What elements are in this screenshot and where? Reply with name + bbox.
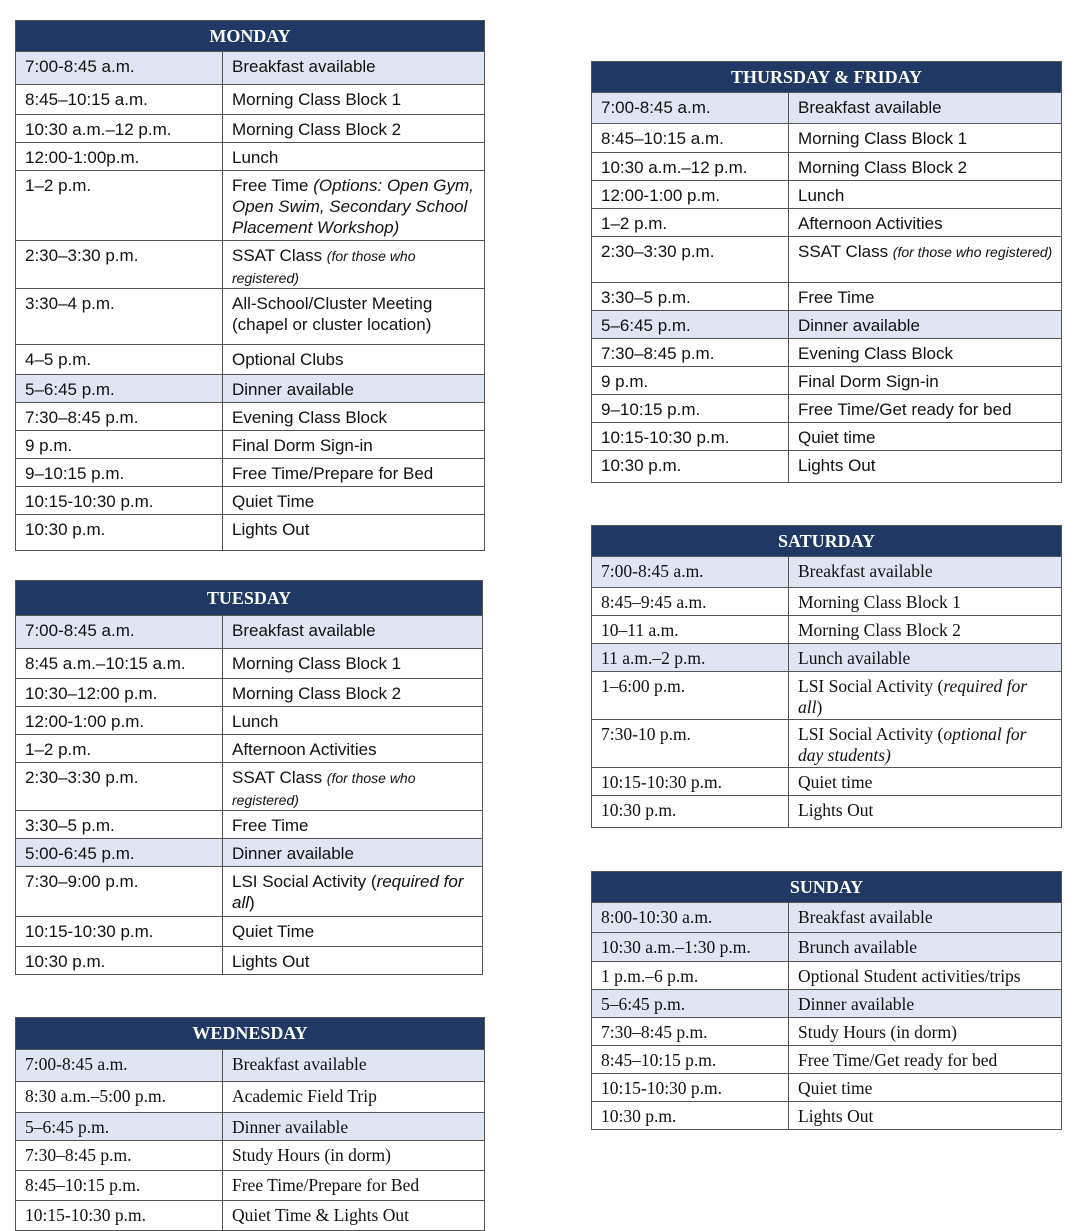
schedule-row [592,338,1061,366]
time-cell: 10:30 p.m. [592,1102,789,1129]
activity-label: Morning Class Block 1 [232,90,402,109]
activity-cell [789,1074,1061,1101]
activity-label: Academic Field Trip [232,1086,377,1106]
schedule-row [592,989,1061,1017]
activity-note: required for all [232,872,464,912]
time-cell: 4–5 p.m. [16,345,223,374]
time-cell: 10:15-10:30 p.m. [16,487,223,514]
sunday-schedule [591,871,1062,1130]
schedule-row [16,810,482,838]
time-cell: 1–2 p.m. [16,735,223,762]
activity-cell [789,903,1061,932]
activity-label: Lunch [232,148,279,167]
time-cell: 10:30 p.m. [16,947,223,974]
activity-label: SSAT Class [232,246,327,265]
activity-label: Dinner available [798,316,920,335]
activity-label: Quiet time [798,428,876,447]
thursday-friday-title: THURSDAY & FRIDAY [592,62,1061,93]
activity-cell [789,962,1061,989]
schedule-row [16,514,484,550]
activity-label: Quiet Time [232,922,315,941]
sunday-title: SUNDAY [592,872,1061,903]
activity-cell [223,811,482,838]
activity-cell [223,947,482,974]
activity-cell [223,403,484,430]
activity-cell [223,241,484,288]
activity-cell [789,672,1061,719]
activity-cell [789,616,1061,643]
schedule-row [16,486,484,514]
activity-label: Breakfast available [232,1054,367,1074]
activity-cell [789,367,1061,394]
time-cell: 7:00-8:45 a.m. [592,93,789,123]
schedule-row [592,932,1061,961]
schedule-row [592,795,1061,827]
schedule-row [592,587,1061,615]
time-cell: 1–2 p.m. [592,209,789,236]
schedule-row [16,648,482,678]
time-cell: 3:30–4 p.m. [16,289,223,344]
schedule-row [16,458,484,486]
time-cell: 7:30-10 p.m. [592,720,789,767]
time-cell: 10:15-10:30 p.m. [592,423,789,450]
schedule-row [592,180,1061,208]
time-cell: 10:30 a.m.–12 p.m. [16,115,223,142]
activity-note: (Options: Open Gym, Open Swim, Secondary School Placement Workshop) [232,176,474,237]
activity-label: Evening Class Block [232,408,387,427]
time-cell: 8:45–10:15 p.m. [16,1171,223,1200]
time-cell: 8:00-10:30 a.m. [592,903,789,932]
schedule-row [16,114,484,142]
activity-label: Morning Class Block 1 [232,654,402,673]
activity-note: optional for day students) [798,724,1027,765]
activity-cell [789,181,1061,208]
activity-cell [789,451,1061,482]
activity-label: All-School/Cluster Meeting (chapel or cluster location) [232,294,433,334]
time-cell: 10:30 p.m. [592,796,789,827]
activity-label: Quiet time [798,1078,873,1098]
activity-cell [223,763,482,810]
schedule-row [592,961,1061,989]
activity-cell [789,1018,1061,1045]
activity-cell [223,679,482,706]
activity-label: Free Time/Prepare for Bed [232,464,434,483]
schedule-row [592,1101,1061,1129]
activity-label: Morning Class Block 2 [232,684,402,703]
schedule-row [16,402,484,430]
time-cell: 10:30 a.m.–12 p.m. [592,153,789,180]
time-cell: 8:45–10:15 a.m. [592,124,789,152]
time-cell: 3:30–5 p.m. [16,811,223,838]
activity-cell [223,867,482,916]
activity-label: Morning Class Block 2 [798,158,968,177]
schedule-row [592,1045,1061,1073]
activity-label: Dinner available [232,844,354,863]
activity-cell [223,1201,484,1230]
activity-tail: ) [249,893,255,912]
tuesday-schedule [15,580,483,975]
activity-label: Free Time/Get ready for bed [798,1050,998,1070]
schedule-row [16,84,484,114]
schedule-row [16,1200,484,1230]
wednesday-title: WEDNESDAY [16,1018,484,1050]
activity-cell [223,345,484,374]
time-cell: 5–6:45 p.m. [592,990,789,1017]
activity-label: Breakfast available [232,57,376,76]
time-cell: 10:30–12:00 p.m. [16,679,223,706]
activity-cell [223,115,484,142]
time-cell: 8:45 a.m.–10:15 a.m. [16,649,223,678]
schedule-row [592,310,1061,338]
activity-note: required for all [798,676,1028,717]
schedule-row [592,1017,1061,1045]
activity-label: Afternoon Activities [798,214,943,233]
activity-label: Brunch available [798,937,918,957]
activity-cell [223,649,482,678]
schedule-row [592,152,1061,180]
activity-label: Lunch [798,186,845,205]
activity-cell [789,768,1061,795]
schedule-row [16,734,482,762]
activity-label: SSAT Class [798,242,893,261]
time-cell: 2:30–3:30 p.m. [16,241,223,288]
activity-note: (for those who registered) [892,244,1053,260]
activity-cell [789,588,1061,615]
activity-label: Dinner available [798,994,915,1014]
schedule-row [16,1050,484,1081]
time-cell: 9 p.m. [592,367,789,394]
activity-cell [223,289,484,344]
schedule-row [16,288,484,344]
activity-label: Lunch available [798,648,911,668]
time-cell: 9–10:15 p.m. [16,459,223,486]
schedule-row [592,366,1061,394]
schedule-row [16,374,484,402]
time-cell: 7:00-8:45 a.m. [16,52,223,84]
activity-cell [223,1171,484,1200]
time-cell: 10:15-10:30 p.m. [16,917,223,946]
time-cell: 10–11 a.m. [592,616,789,643]
activity-cell [789,311,1061,338]
time-cell: 11 a.m.–2 p.m. [592,644,789,671]
time-cell: 9–10:15 p.m. [592,395,789,422]
time-cell: 12:00-1:00 p.m. [16,707,223,734]
activity-label: Morning Class Block 2 [232,120,402,139]
activity-label: Optional Clubs [232,350,344,369]
activity-label: Breakfast available [232,621,376,640]
activity-label: Breakfast available [798,907,933,927]
activity-note: (for those who registered) [232,248,416,286]
schedule-row [16,1170,484,1200]
schedule-row [16,430,484,458]
activity-label: Lights Out [798,800,874,820]
time-cell: 1 p.m.–6 p.m. [592,962,789,989]
time-cell: 7:30–8:45 p.m. [592,1018,789,1045]
activity-cell [789,339,1061,366]
time-cell: 3:30–5 p.m. [592,283,789,310]
activity-label: Study Hours (in dorm) [798,1022,957,1042]
activity-label: Breakfast available [798,98,942,117]
activity-cell [789,209,1061,236]
schedule-row [592,767,1061,795]
activity-cell [223,917,482,946]
wednesday-schedule [15,1017,485,1231]
activity-label: Lights Out [232,520,310,539]
schedule-row [592,719,1061,767]
activity-cell [223,839,482,866]
activity-label: Free Time [798,288,875,307]
activity-label: Free Time/Get ready for bed [798,400,1012,419]
schedule-row [16,762,482,810]
schedule-row [16,838,482,866]
time-cell: 8:30 a.m.–5:00 p.m. [16,1082,223,1112]
activity-cell [223,375,484,402]
activity-label: Quiet Time [232,492,315,511]
schedule-row [592,671,1061,719]
activity-label: Morning Class Block 1 [798,129,968,148]
activity-note: (for those who registered) [232,770,416,808]
activity-label: Quiet time [798,772,873,792]
activity-cell [789,557,1061,587]
activity-label: Free Time/Prepare for Bed [232,1175,420,1195]
schedule-row [592,394,1061,422]
activity-label: Breakfast available [798,561,933,581]
activity-label: Final Dorm Sign-in [798,372,939,391]
activity-label: Evening Class Block [798,344,953,363]
schedule-row [592,93,1061,123]
schedule-row [16,1140,484,1170]
schedule-row [592,208,1061,236]
activity-tail: ) [816,697,823,717]
schedule-row [16,678,482,706]
time-cell: 9 p.m. [16,431,223,458]
activity-label: Lights Out [798,1106,874,1126]
activity-cell [789,644,1061,671]
schedule-row [16,616,482,648]
time-cell: 10:30 p.m. [16,515,223,550]
activity-cell [789,237,1061,282]
activity-label: SSAT Class [232,768,327,787]
schedule-row [16,170,484,240]
time-cell: 7:30–8:45 p.m. [16,403,223,430]
activity-cell [223,515,484,550]
activity-cell [223,459,484,486]
monday-schedule [15,20,485,551]
activity-label: LSI Social Activity ( [798,676,944,696]
time-cell: 10:30 a.m.–1:30 p.m. [592,933,789,961]
activity-cell [789,990,1061,1017]
activity-cell [789,1102,1061,1129]
activity-label: Lights Out [798,456,876,475]
activity-label: Final Dorm Sign-in [232,436,373,455]
time-cell: 2:30–3:30 p.m. [592,237,789,282]
time-cell: 10:30 p.m. [592,451,789,482]
activity-cell [223,431,484,458]
activity-label: Morning Class Block 2 [798,620,961,640]
activity-cell [789,153,1061,180]
activity-cell [223,1113,484,1140]
activity-label: Quiet Time & Lights Out [232,1205,409,1225]
time-cell: 8:45–9:45 a.m. [592,588,789,615]
time-cell: 8:45–10:15 a.m. [16,85,223,114]
activity-label: Afternoon Activities [232,740,377,759]
activity-cell [223,707,482,734]
schedule-row [16,344,484,374]
activity-label: LSI Social Activity ( [232,872,377,891]
schedule-row [592,557,1061,587]
activity-cell [789,1046,1061,1073]
time-cell: 5–6:45 p.m. [16,375,223,402]
schedule-row [16,240,484,288]
time-cell: 1–6:00 p.m. [592,672,789,719]
schedule-row [16,52,484,84]
activity-cell [789,423,1061,450]
saturday-schedule [591,525,1062,828]
activity-label: LSI Social Activity ( [798,724,944,744]
time-cell: 2:30–3:30 p.m. [16,763,223,810]
activity-cell [789,93,1061,123]
activity-cell [789,283,1061,310]
activity-cell [789,796,1061,827]
time-cell: 5–6:45 p.m. [16,1113,223,1140]
tuesday-title: TUESDAY [16,581,482,616]
time-cell: 5:00-6:45 p.m. [16,839,223,866]
monday-title: MONDAY [16,21,484,52]
activity-cell [223,487,484,514]
schedule-row [592,450,1061,482]
time-cell: 1–2 p.m. [16,171,223,240]
activity-cell [223,1050,484,1081]
schedule-row [16,706,482,734]
schedule-row [592,422,1061,450]
time-cell: 8:45–10:15 p.m. [592,1046,789,1073]
activity-cell [789,395,1061,422]
activity-cell [789,720,1061,767]
activity-label: Lights Out [232,952,310,971]
time-cell: 10:15-10:30 p.m. [592,1074,789,1101]
activity-cell [223,85,484,114]
activity-cell [223,52,484,84]
saturday-title: SATURDAY [592,526,1061,557]
activity-label: Optional Student activities/trips [798,966,1021,986]
time-cell: 7:00-8:45 a.m. [592,557,789,587]
schedule-row [16,866,482,916]
activity-cell [223,143,484,170]
schedule-row [592,903,1061,932]
schedule-row [592,1073,1061,1101]
activity-cell [223,735,482,762]
schedule-row [592,236,1061,282]
time-cell: 7:30–8:45 p.m. [16,1141,223,1170]
activity-label: Study Hours (in dorm) [232,1145,391,1165]
activity-label: Lunch [232,712,279,731]
schedule-row [16,946,482,974]
activity-label: Dinner available [232,1117,349,1137]
schedule-row [16,1081,484,1112]
time-cell: 12:00-1:00p.m. [16,143,223,170]
schedule-row [16,1112,484,1140]
time-cell: 7:30–8:45 p.m. [592,339,789,366]
time-cell: 12:00-1:00 p.m. [592,181,789,208]
activity-cell [223,1141,484,1170]
schedule-row [592,643,1061,671]
activity-cell [789,124,1061,152]
activity-label: Free Time [232,176,314,195]
activity-cell [223,1082,484,1112]
schedule-row [592,615,1061,643]
activity-label: Dinner available [232,380,354,399]
thursday-friday-schedule [591,61,1062,483]
time-cell: 7:00-8:45 a.m. [16,1050,223,1081]
activity-cell [223,171,484,240]
activity-cell [789,933,1061,961]
time-cell: 7:30–9:00 p.m. [16,867,223,916]
activity-label: Morning Class Block 1 [798,592,961,612]
activity-label: Free Time [232,816,309,835]
schedule-row [16,142,484,170]
time-cell: 5–6:45 p.m. [592,311,789,338]
schedule-row [592,123,1061,152]
schedule-row [592,282,1061,310]
time-cell: 10:15-10:30 p.m. [16,1201,223,1230]
time-cell: 10:15-10:30 p.m. [592,768,789,795]
schedule-row [16,916,482,946]
activity-cell [223,616,482,648]
time-cell: 7:00-8:45 a.m. [16,616,223,648]
